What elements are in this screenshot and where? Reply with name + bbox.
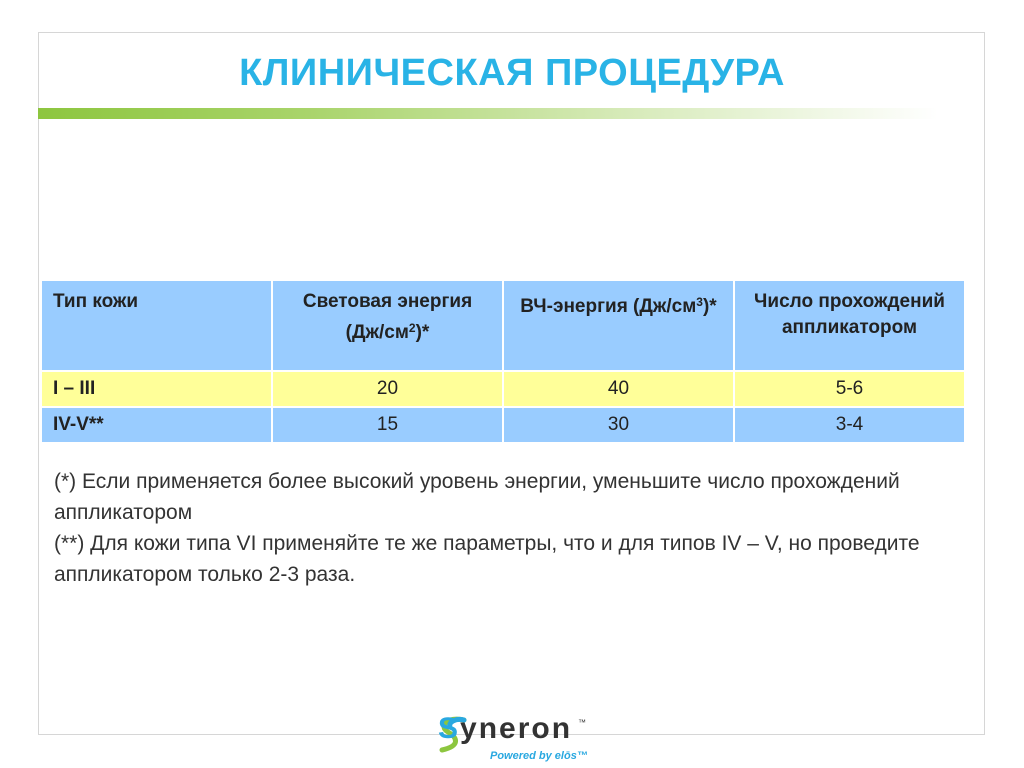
header-light-energy-suffix: )* <box>415 322 430 343</box>
header-light-energy <box>272 281 503 371</box>
cell-rf-energy: 30 <box>503 407 734 443</box>
footnote-1: (*) Если применяется более высокий уровень энергии, уменьшите число прохождений аппликатором <box>54 470 900 524</box>
table-header-row <box>42 281 964 371</box>
logo-wordmark <box>438 712 572 746</box>
header-light-energy-text: Световая энергия (Дж/см <box>302 291 473 343</box>
footnotes <box>54 466 974 590</box>
cell-skin-type: I – III <box>42 371 272 407</box>
cell-skin-type: IV-V** <box>42 407 272 443</box>
header-rf-energy-sup: 3 <box>696 295 703 309</box>
logo-first-letter: S <box>438 712 461 745</box>
cell-passes: 3-4 <box>734 407 964 443</box>
header-rf-energy-text: ВЧ-энергия (Дж/см <box>520 296 697 317</box>
logo-tagline: Powered by elōs™ <box>490 750 588 762</box>
header-rf-energy-suffix: )* <box>702 296 717 317</box>
cell-passes: 5-6 <box>734 371 964 407</box>
accent-bar <box>38 108 938 119</box>
table-row <box>42 371 964 407</box>
header-rf-energy <box>503 281 734 371</box>
header-passes: Число прохождений аппликатором <box>734 281 964 371</box>
logo-word-rest: yneron <box>460 712 573 745</box>
logo-trademark: ™ <box>578 718 586 727</box>
cell-light-energy: 15 <box>272 407 503 443</box>
header-light-energy-sup: 2 <box>408 321 416 335</box>
table-row <box>42 407 964 443</box>
cell-rf-energy: 40 <box>503 371 734 407</box>
syneron-logo <box>434 710 594 766</box>
header-skin-type: Тип кожи <box>42 281 272 371</box>
parameters-table <box>42 281 964 444</box>
cell-light-energy: 20 <box>272 371 503 407</box>
page-title: КЛИНИЧЕСКАЯ ПРОЦЕДУРА <box>239 52 785 94</box>
footnote-2: (**) Для кожи типа VI применяйте те же параметры, что и для типов IV – V, но проведите аппликатором только 2-3 раза. <box>54 532 920 586</box>
